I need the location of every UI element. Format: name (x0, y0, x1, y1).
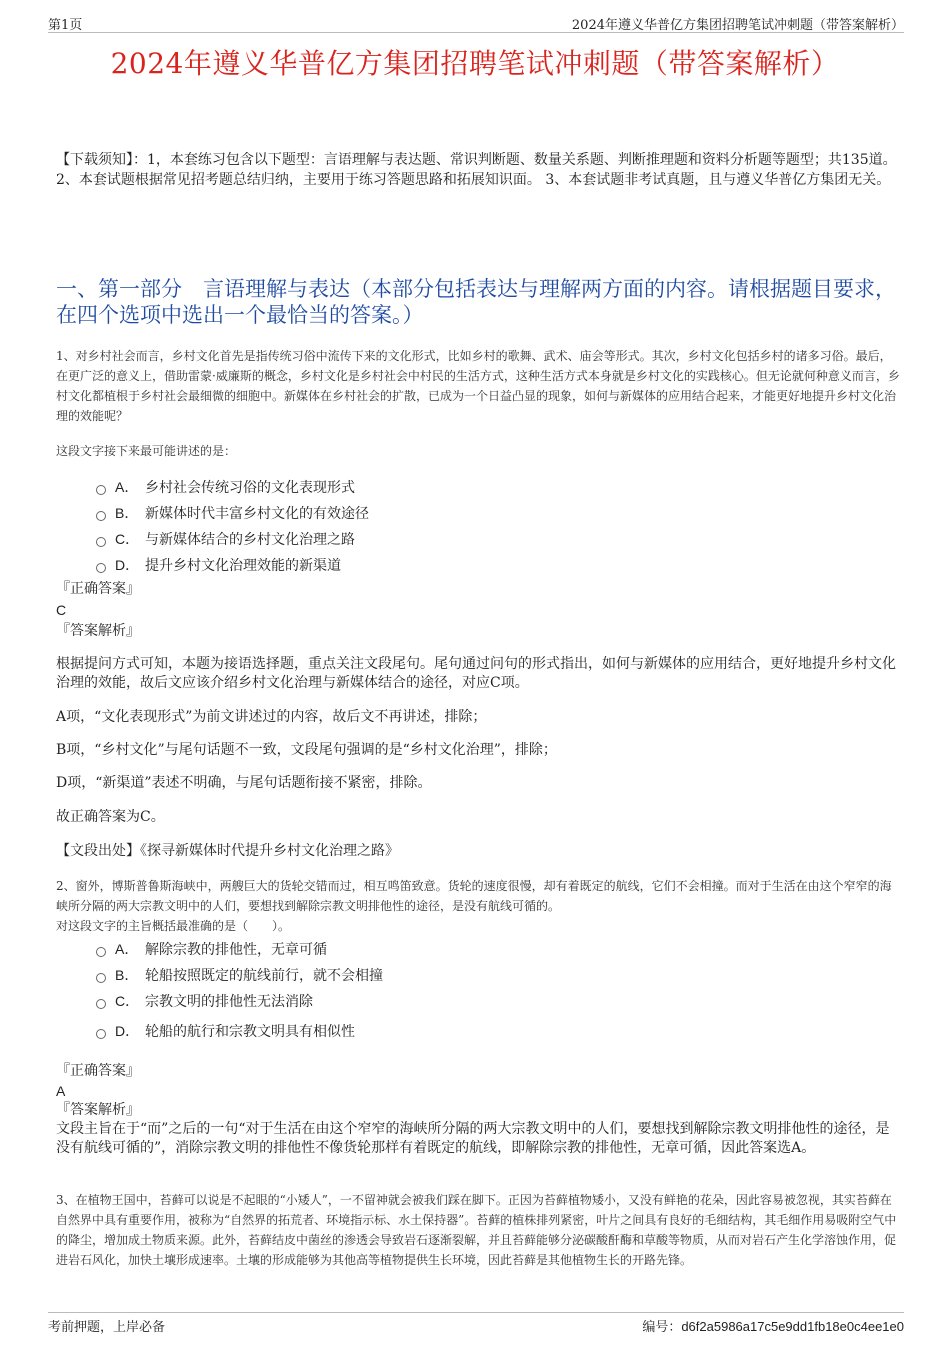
q3-stem: 3、在植物王国中，苔藓可以说是不起眼的“小矮人”，一不留神就会被我们踩在脚下。正因为苔藓植物矮小，又没有鲜艳的花朵，因此容易被忽视，其实苔藓在自然界中具有重要作用，被称为“自然界的拓荒者、环境指示标、水土保持器”。苔藓的植株排列紧密，叶片之间具有良好的毛细结构，其毛细作用易吸附空气中的降尘，增加成土物质来源。此外，苔藓结皮中菌丝的渗透会导致岩石逐渐裂解，并且苔藓能够分泌碳酸酐酶和草酸等物质，从而对岩石产生化学溶蚀作用，促进岩石风化，加快土壤形成速率。土壤的形成能够为其他高等植物提供生长环境，因此苔藓是其他植物生长的开路先锋。 (56, 1193, 897, 1267)
q2-option-a[interactable]: A． 解除宗教的排他性，无章可循 (96, 936, 383, 962)
header-doc-title: 2024年遵义华普亿方集团招聘笔试冲刺题（带答案解析） (571, 18, 904, 33)
footer-code: 编号：d6f2a5986a17c5e9dd1fb18e0c4ee1e0 (642, 1319, 904, 1335)
page-footer (48, 1312, 904, 1335)
q1-analysis-p1: 根据提问方式可知，本题为接语选择题，重点关注文段尾句。尾句通过问句的形式指出，如何与新媒体的应用结合，更好地提升乡村文化治理的效能，故后文应该介绍乡村文化治理与新媒体结合的途径，对应C项。 (56, 656, 896, 691)
q1-source: 【文段出处】《探寻新媒体时代提升乡村文化治理之路》 (56, 843, 399, 859)
q1-analysis-label: 『答案解析』 (56, 623, 140, 639)
q1-options (96, 474, 369, 578)
q1-stem: 1、对乡村社会而言，乡村文化首先是指传统习俗中流传下来的文化形式，比如乡村的歌舞、武术、庙会等形式。其次，乡村文化包括乡村的诸多习俗。最后，在更广泛的意义上，借助雷蒙·威廉斯的概念，乡村文化是乡村社会中村民的生活方式，这种生活方式本身就是乡村文化的实践核心。但无论就何种意义而言，乡村文化都植根于乡村社会最细微的细胞中。新媒体在乡村社会的扩散，已成为一个日益凸显的现象，如何与新媒体的应用结合起来，才能更好地提升乡村文化治理的效能呢？ (56, 349, 900, 423)
radio-icon[interactable] (96, 563, 106, 573)
q2-answer: A (56, 1083, 66, 1099)
q1-analysis-p3: B项，“乡村文化”与尾句话题不一致，文段尾句强调的是“乡村文化治理”，排除； (56, 742, 557, 758)
page-header (48, 14, 904, 33)
radio-icon[interactable] (96, 947, 106, 957)
q2-analysis-label: 『答案解析』 (56, 1102, 140, 1118)
q1-answer-label: 『正确答案』 (56, 581, 140, 597)
q1-analysis-p5: 故正确答案为C。 (56, 809, 165, 825)
q1-analysis-p2: A项，“文化表现形式”为前文讲述过的内容，故后文不再讲述，排除； (56, 709, 487, 725)
radio-icon[interactable] (96, 485, 106, 495)
q1-option-c[interactable]: C． 与新媒体结合的乡村文化治理之路 (96, 526, 369, 552)
q1-prompt: 这段文字接下来最可能讲述的是： (56, 444, 237, 458)
download-notice: 【下载须知】：1，本套练习包含以下题型：言语理解与表达题、常识判断题、数量关系题、判断推理题和资料分析题等题型；共135道。 2、本套试题根据常见招考题总结归纳，主要用于练习答题思路和拓展知识面。 3、本套试题非考试真题，且与遵义华普亿方集团无关。 (56, 152, 897, 188)
q2-answer-label: 『正确答案』 (56, 1063, 140, 1079)
radio-icon[interactable] (96, 999, 106, 1009)
radio-icon[interactable] (96, 511, 106, 521)
q1-analysis-p4: D项，“新渠道”表述不明确，与尾句话题衔接不紧密，排除。 (56, 775, 432, 791)
q1-option-a[interactable]: A． 乡村社会传统习俗的文化表现形式 (96, 474, 369, 500)
document-title: 2024年遵义华普亿方集团招聘笔试冲刺题（带答案解析） (110, 47, 840, 80)
q1-option-b[interactable]: B． 新媒体时代丰富乡村文化的有效途径 (96, 500, 369, 526)
page-number: 第1页 (48, 18, 83, 33)
q2-analysis: 文段主旨在于“而”之后的一句“对于生活在由这个窄窄的海峡所分隔的两大宗教文明中的人们，要想找到解除宗教文明排他性的途径，是没有航线可循的”，消除宗教文明的排他性不像货轮那样有着既定的航线，即解除宗教的排他性，无章可循，因此答案选A。 (56, 1121, 890, 1156)
radio-icon[interactable] (96, 973, 106, 983)
q2-prompt: 对这段文字的主旨概括最准确的是（ ）。 (56, 919, 291, 933)
q2-stem: 2、窗外，博斯普鲁斯海峡中，两艘巨大的货轮交错而过，相互鸣笛致意。货轮的速度很慢，却有着既定的航线，它们不会相撞。而对于生活在由这个窄窄的海峡所分隔的两大宗教文明中的人们，要想找到解除宗教文明排他性的途径，是没有航线可循的。 (56, 879, 892, 913)
radio-icon[interactable] (96, 1029, 106, 1039)
q1-option-d[interactable]: D． 提升乡村文化治理效能的新渠道 (96, 552, 369, 578)
q2-option-d[interactable]: D． 轮船的航行和宗教文明具有相似性 (96, 1018, 383, 1044)
q1-answer: C (56, 602, 67, 618)
q2-option-c[interactable]: C． 宗教文明的排他性无法消除 (96, 988, 383, 1014)
q2-options (96, 936, 383, 1044)
q2-option-b[interactable]: B． 轮船按照既定的航线前行，就不会相撞 (96, 962, 383, 988)
footer-slogan: 考前押题，上岸必备 (48, 1320, 166, 1335)
radio-icon[interactable] (96, 537, 106, 547)
section-title: 一、第一部分 言语理解与表达（本部分包括表达与理解两方面的内容。请根据题目要求，在四个选项中选出一个最恰当的答案。） (56, 277, 896, 327)
